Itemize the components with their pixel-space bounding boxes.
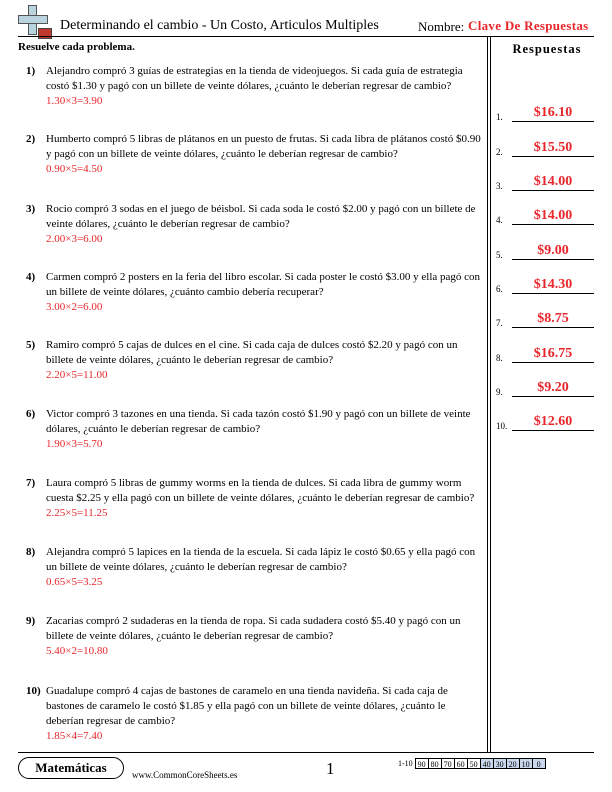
answer-row [496, 377, 596, 397]
problem-text: Ramiro compró 5 cajas de dulces en el cine. Si cada caja de dulces costó $2.20 y pagó con un billete de veinte dólares, ¿cuánto le deberían regresar de cambio? [46, 339, 458, 366]
problem-work: 1.85×4=7.40 [46, 730, 103, 742]
answer-row [496, 343, 596, 363]
name-value: Clave De Respuestas [468, 18, 589, 33]
answer-number: 8. [496, 353, 503, 363]
problem-number: 3) [26, 203, 36, 215]
problem [18, 684, 486, 744]
score-cell: 50 [467, 758, 481, 769]
score-cell: 10 [519, 758, 533, 769]
problem [18, 270, 486, 315]
score-cell: 20 [506, 758, 520, 769]
problem-work: 0.65×5=3.25 [46, 576, 103, 588]
problem-number: 5) [26, 339, 36, 351]
answer-row [496, 240, 596, 260]
answer-value: $8.75 [537, 311, 569, 326]
score-cell: 60 [454, 758, 468, 769]
answer-value: $15.50 [533, 140, 573, 155]
score-cell: 0 [532, 758, 546, 769]
problem-number: 1) [26, 65, 36, 77]
problem [18, 202, 486, 247]
problem-text: Guadalupe compró 4 cajas de bastones de caramelo en una tienda navideña. Si cada caja de bastones de caramelo le costó $1.85 y ella pagó con un billete de veinte dólares, ¿cuánto le deberían regresar de cambio? [46, 685, 448, 727]
score-cell: 30 [493, 758, 507, 769]
problem-number: 7) [26, 477, 36, 489]
problem-number: 4) [26, 271, 36, 283]
problem [18, 338, 486, 383]
answer-row [496, 171, 596, 191]
problem-work: 2.25×5=11.25 [46, 507, 108, 519]
problem-work: 2.00×3=6.00 [46, 233, 103, 245]
problem [18, 545, 486, 590]
answer-value: $16.10 [533, 105, 573, 120]
answer-row [496, 308, 596, 328]
answer-row [496, 102, 596, 122]
answer-line [512, 190, 594, 191]
problem-number: 9) [26, 615, 36, 627]
problem [18, 476, 486, 521]
answer-row [496, 205, 596, 225]
problem-work: 1.30×3=3.90 [46, 95, 103, 107]
problem-work: 0.90×5=4.50 [46, 163, 103, 175]
answer-line [512, 259, 594, 260]
problem-number: 8) [26, 546, 36, 558]
problem-work: 1.90×3=5.70 [46, 438, 103, 450]
answer-line [512, 156, 594, 157]
answer-row [496, 274, 596, 294]
website-link[interactable]: www.CommonCoreSheets.es [132, 770, 238, 780]
problem-text: Rocio compró 3 sodas en el juego de béisbol. Si cada soda le costó $2.00 y pagó con un billete de veinte dólares, ¿cuánto le deberían regresar de cambio? [46, 203, 476, 230]
answer-line [512, 396, 594, 397]
answer-line [512, 327, 594, 328]
problem [18, 407, 486, 452]
problem-text: Alejandro compró 3 guías de estrategias en la tienda de videojuegos. Si cada guía de estrategia costó $1.30 y pagó con un billete de veinte dólares, ¿cuánto le deberían regresar de cambio? [46, 65, 463, 92]
answer-value: $9.00 [537, 243, 569, 258]
column-divider [487, 36, 488, 752]
score-cell: 70 [441, 758, 455, 769]
answer-value: $12.60 [533, 414, 573, 429]
answer-row [496, 137, 596, 157]
name-label: Nombre: [418, 19, 465, 34]
answer-value: $9.20 [537, 380, 569, 395]
answer-line [512, 121, 594, 122]
answer-line [512, 430, 594, 431]
answer-value: $14.00 [533, 208, 573, 223]
page-number: 1 [326, 759, 335, 778]
answer-number: 7. [496, 318, 503, 328]
logo-icon [18, 5, 48, 35]
header-divider [18, 36, 594, 37]
answer-number: 5. [496, 250, 503, 260]
instructions: Resuelve cada problema. [18, 41, 135, 53]
score-label: 1-10 [398, 759, 413, 768]
answer-row [496, 411, 596, 431]
answer-number: 6. [496, 284, 503, 294]
column-divider [490, 36, 491, 752]
answer-number: 1. [496, 112, 503, 122]
answer-number: 4. [496, 215, 503, 225]
problem-text: Alejandra compró 5 lapices en la tienda de la escuela. Si cada lápiz le costó $0.65 y ella pagó con un billete de veinte dólares, ¿cuánto le deberían regresar de cambio? [46, 546, 476, 573]
problem-work: 3.00×2=6.00 [46, 301, 103, 313]
problem-work: 5.40×2=10.80 [46, 645, 108, 657]
answer-value: $14.30 [533, 277, 573, 292]
problem-number: 10) [26, 685, 41, 697]
answer-number: 10. [496, 421, 508, 431]
footer-divider [18, 752, 594, 753]
score-cell: 80 [428, 758, 442, 769]
problem-text: Victor compró 3 tazones en una tienda. Si cada tazón costó $1.90 y pagó con un billete de veinte dólares, ¿cuánto le deberían regresar de cambio? [46, 408, 471, 435]
answer-line [512, 362, 594, 363]
problem-text: Zacarias compró 2 sudaderas en la tienda de ropa. Si cada sudadera costó $5.40 y pagó con un billete de veinte dólares, ¿cuánto le deberían regresar de cambio? [46, 615, 461, 642]
answer-line [512, 293, 594, 294]
answers-header: Respuestas [512, 42, 582, 56]
problem [18, 64, 486, 109]
problem-number: 6) [26, 408, 36, 420]
answer-value: $16.75 [533, 346, 573, 361]
answer-value: $14.00 [533, 174, 573, 189]
problem-text: Carmen compró 2 posters en la feria del libro escolar. Si cada poster le costó $3.00 y ella pagó con un billete de veinte dólares, ¿cuánto cambio debería recuperar? [46, 271, 481, 298]
answer-line [512, 224, 594, 225]
brand-badge: Matemáticas [18, 757, 124, 779]
score-table [398, 758, 546, 769]
score-cell: 90 [415, 758, 429, 769]
problem [18, 614, 486, 659]
answer-number: 3. [496, 181, 503, 191]
problem-work: 2.20×5=11.00 [46, 369, 108, 381]
problem [18, 132, 486, 177]
worksheet-title: Determinando el cambio - Un Costo, Articulos Multiples [60, 18, 379, 33]
score-cell: 40 [480, 758, 494, 769]
problem-text: Laura compró 5 libras de gummy worms en la tienda de dulces. Si cada libra de gummy worm cuesta $2.25 y ella pagó con un billete de veinte dólares, ¿cuánto le deberían regresar de cambio? [46, 477, 475, 504]
answer-number: 9. [496, 387, 503, 397]
problem-number: 2) [26, 133, 36, 145]
problem-text: Humberto compró 5 libras de plátanos en un puesto de frutas. Si cada libra de plátanos costó $0.90 y pagó con un billete de veinte dólares, ¿cuánto le deberían regresar de cambio? [46, 133, 481, 160]
answer-number: 2. [496, 147, 503, 157]
